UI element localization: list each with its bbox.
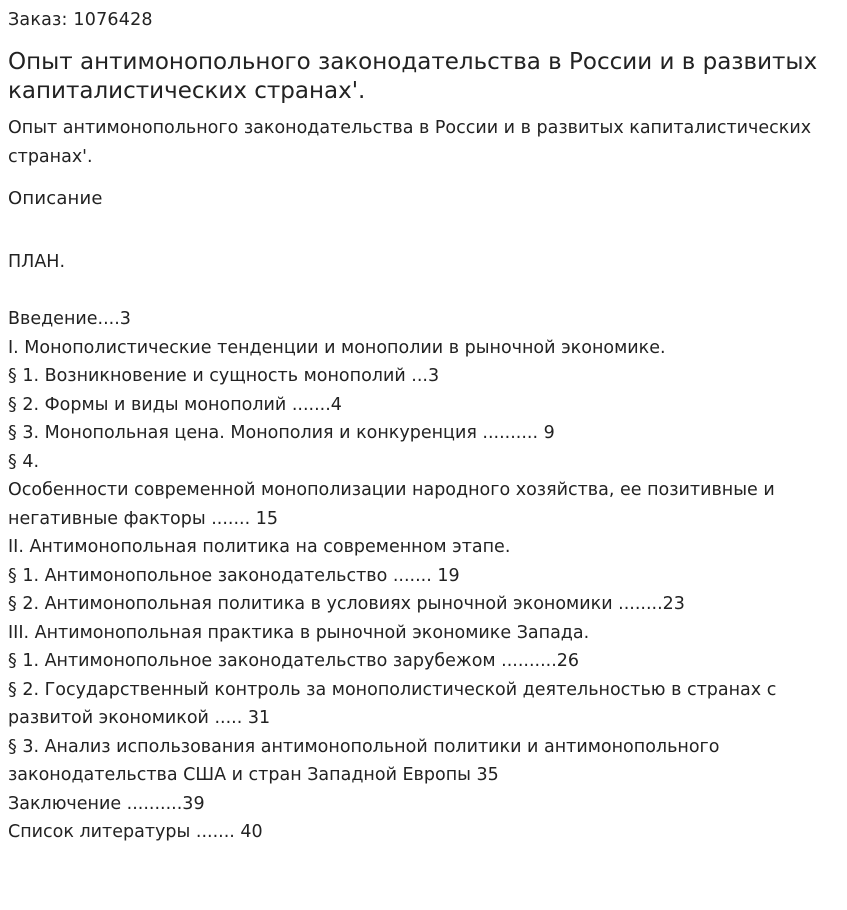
- toc-item: Заключение ..........39: [8, 793, 205, 814]
- toc-item: Особенности современной монополизации народного хозяйства, ее позитивные и негативные факторы ....... 15: [8, 480, 775, 529]
- toc-item: § 2. Антимонопольная политика в условиях рыночной экономики ........23: [8, 594, 685, 614]
- toc-item: § 1. Возникновение и сущность монополий ...3: [8, 366, 440, 386]
- page-title: Опыт антимонопольного законодательства в России и в развитых капиталистических странах'.: [8, 49, 818, 104]
- toc-item: III. Антимонопольная практика в рыночной экономике Запада.: [8, 622, 590, 643]
- description-heading: Описание: [8, 188, 103, 209]
- toc-item: § 4.: [8, 451, 40, 472]
- toc-item: § 3. Монопольная цена. Монополия и конкуренция .......... 9: [8, 423, 555, 443]
- toc-item: Список литературы ....... 40: [8, 822, 263, 842]
- table-of-contents: [8, 305, 830, 847]
- toc-item: § 2. Государственный контроль за монополистической деятельностью в странах с развитой экономикой ..... 31: [8, 679, 777, 728]
- toc-item: I. Монополистические тенденции и монополии в рыночной экономике.: [8, 337, 666, 358]
- plan-label: ПЛАН.: [8, 252, 66, 272]
- toc-item: § 1. Антимонопольное законодательство зарубежом ..........26: [8, 651, 580, 671]
- order-number: Заказ: 1076428: [8, 10, 153, 30]
- toc-item: § 3. Анализ использования антимонопольной политики и антимонопольного законодательства США и стран Западной Европы 35: [8, 736, 720, 785]
- toc-item: II. Антимонопольная политика на современном этапе.: [8, 537, 511, 557]
- page-subtitle: Опыт антимонопольного законодательства в России и в развитых капиталистических странах'.: [8, 118, 812, 167]
- toc-item: § 2. Формы и виды монополий .......4: [8, 394, 342, 415]
- toc-item: Введение....3: [8, 309, 131, 329]
- toc-item: § 1. Антимонопольное законодательство ....... 19: [8, 565, 460, 586]
